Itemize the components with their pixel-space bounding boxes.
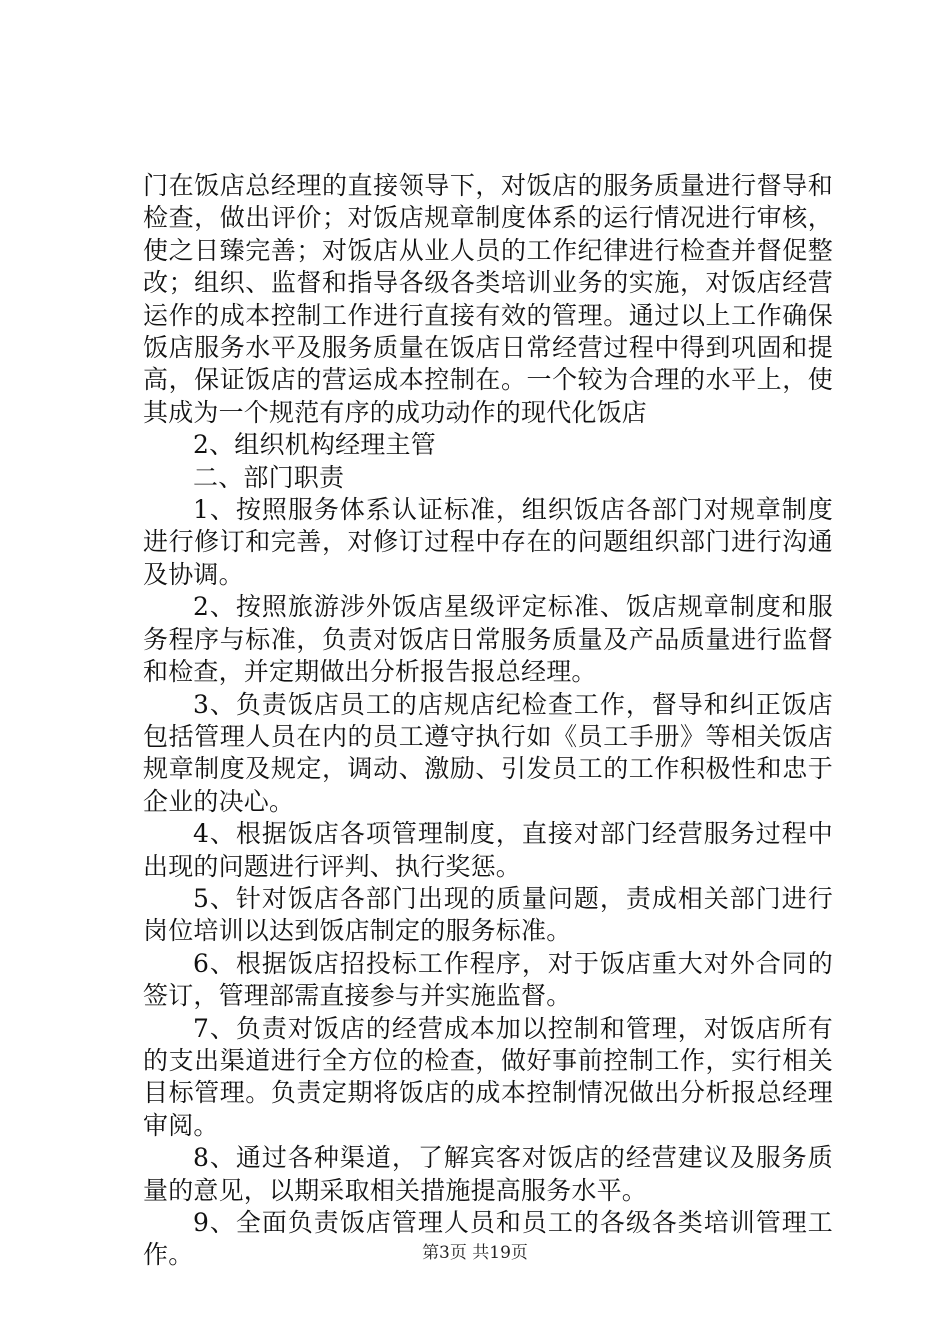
page-footer: 第3页 共19页 <box>422 1243 528 1263</box>
paragraph-duty-8: 8、通过各种渠道，了解宾客对饭店的经营建议及服务质量的意见，以期采取相关措施提高服务水平。 <box>143 1143 833 1205</box>
paragraph-duty-2: 2、按照旅游涉外饭店星级评定标准、饭店规章制度和服务程序与标准，负责对饭店日常服务质量及产品质量进行监督和检查，并定期做出分析报告报总经理。 <box>143 592 833 687</box>
paragraph-duty-1: 1、按照服务体系认证标准，组织饭店各部门对规章制度进行修订和完善，对修订过程中存在的问题组织部门进行沟通及协调。 <box>143 495 833 589</box>
paragraph-intro-continued: 门在饭店总经理的直接领导下，对饭店的服务质量进行督导和检查，做出评价；对饭店规章制度体系的运行情况进行审核，使之日臻完善；对饭店从业人员的工作纪律进行检查并督促整改；组织、监督和指导各级各类培训业务的实施，对饭店经营运作的成本控制工作进行直接有效的管理。通过以上工作确保饭店服务水平及服务质量在饭店日常经营过程中得到巩固和提高，保证饭店的营运成本控制在。一个较为合理的水平上，使其成为一个规范有序的成功动作的现代化饭店 <box>143 171 833 427</box>
paragraph-duty-9: 9、全面负责饭店管理人员和员工的各级各类培训管理工作。 <box>143 1208 833 1270</box>
paragraph-duty-3: 3、负责饭店员工的店规店纪检查工作，督导和纠正饭店包括管理人员在内的员工遵守执行如《员工手册》等相关饭店规章制度及规定，调动、激励、引发员工的工作积极性和忠于企业的决心。 <box>143 689 833 816</box>
section-heading-department-duties: 二、部门职责 <box>193 462 345 492</box>
paragraph-org-structure: 2、组织机构经理主管 <box>193 430 436 460</box>
paragraph-duty-7: 7、负责对饭店的经营成本加以控制和管理，对饭店所有的支出渠道进行全方位的检查，做好事前控制工作，实行相关目标管理。负责定期将饭店的成本控制情况做出分析报总经理审阅。 <box>143 1013 833 1140</box>
paragraph-duty-5: 5、针对饭店各部门出现的质量问题，责成相关部门进行岗位培训以达到饭店制定的服务标准。 <box>143 883 833 946</box>
document-body <box>143 170 833 1272</box>
paragraph-duty-4: 4、根据饭店各项管理制度，直接对部门经营服务过程中出现的问题进行评判、执行奖惩。 <box>143 819 833 881</box>
paragraph-duty-6: 6、根据饭店招投标工作程序，对于饭店重大对外合同的签订，管理部需直接参与并实施监督。 <box>143 948 833 1011</box>
